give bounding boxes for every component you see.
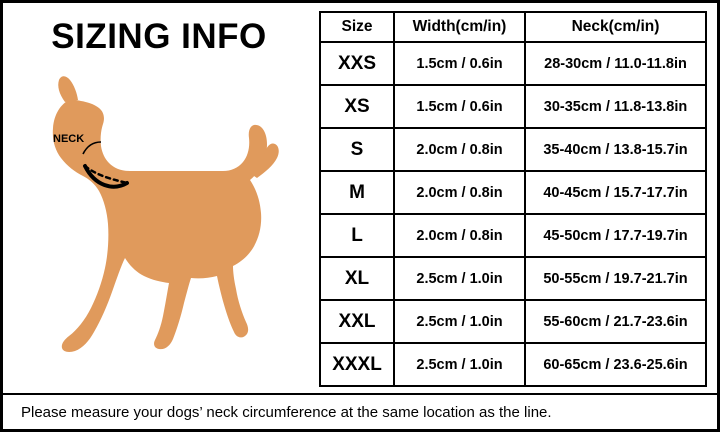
cell-width: 1.5cm / 0.6in bbox=[394, 85, 525, 128]
table-row bbox=[320, 128, 706, 171]
illustration-panel bbox=[3, 3, 315, 393]
cell-size: S bbox=[320, 128, 394, 171]
cell-neck: 40-45cm / 15.7-17.7in bbox=[525, 171, 706, 214]
table-row bbox=[320, 171, 706, 214]
cell-neck: 45-50cm / 17.7-19.7in bbox=[525, 214, 706, 257]
cell-width: 2.0cm / 0.8in bbox=[394, 128, 525, 171]
cell-neck: 35-40cm / 13.8-15.7in bbox=[525, 128, 706, 171]
table-row bbox=[320, 42, 706, 85]
cell-size: L bbox=[320, 214, 394, 257]
dog-silhouette bbox=[53, 76, 279, 352]
cell-neck: 30-35cm / 11.8-13.8in bbox=[525, 85, 706, 128]
page-title: SIZING INFO bbox=[51, 17, 267, 56]
footer-note: Please measure your dogs’ neck circumference at the same location as the line. bbox=[21, 403, 552, 421]
cell-size: XL bbox=[320, 257, 394, 300]
cell-size: M bbox=[320, 171, 394, 214]
cell-neck: 55-60cm / 21.7-23.6in bbox=[525, 300, 706, 343]
cell-width: 2.5cm / 1.0in bbox=[394, 257, 525, 300]
cell-neck: 28-30cm / 11.0-11.8in bbox=[525, 42, 706, 85]
cell-width: 2.0cm / 0.8in bbox=[394, 171, 525, 214]
card-upper-section bbox=[3, 3, 717, 393]
footer-note-bar bbox=[3, 393, 717, 429]
column-header-neck: Neck(cm/in) bbox=[525, 12, 706, 42]
size-table-panel bbox=[315, 3, 717, 393]
cell-size: XXS bbox=[320, 42, 394, 85]
cell-width: 2.0cm / 0.8in bbox=[394, 214, 525, 257]
neck-label: NECK bbox=[53, 133, 85, 145]
cell-neck: 50-55cm / 19.7-21.7in bbox=[525, 257, 706, 300]
cell-size: XXXL bbox=[320, 343, 394, 386]
cell-size: XS bbox=[320, 85, 394, 128]
cell-width: 2.5cm / 1.0in bbox=[394, 300, 525, 343]
cell-width: 2.5cm / 1.0in bbox=[394, 343, 525, 386]
column-header-width: Width(cm/in) bbox=[394, 12, 525, 42]
dog-illustration bbox=[9, 58, 309, 358]
card-content bbox=[3, 3, 717, 429]
size-table bbox=[319, 11, 707, 387]
dog-body-shape bbox=[53, 100, 267, 352]
table-row bbox=[320, 257, 706, 300]
table-row bbox=[320, 214, 706, 257]
column-header-size: Size bbox=[320, 12, 394, 42]
table-row bbox=[320, 300, 706, 343]
cell-size: XXL bbox=[320, 300, 394, 343]
table-row bbox=[320, 85, 706, 128]
table-header-row bbox=[320, 12, 706, 42]
cell-width: 1.5cm / 0.6in bbox=[394, 42, 525, 85]
table-row bbox=[320, 343, 706, 386]
dog-ear-shape bbox=[58, 76, 78, 102]
cell-neck: 60-65cm / 23.6-25.6in bbox=[525, 343, 706, 386]
